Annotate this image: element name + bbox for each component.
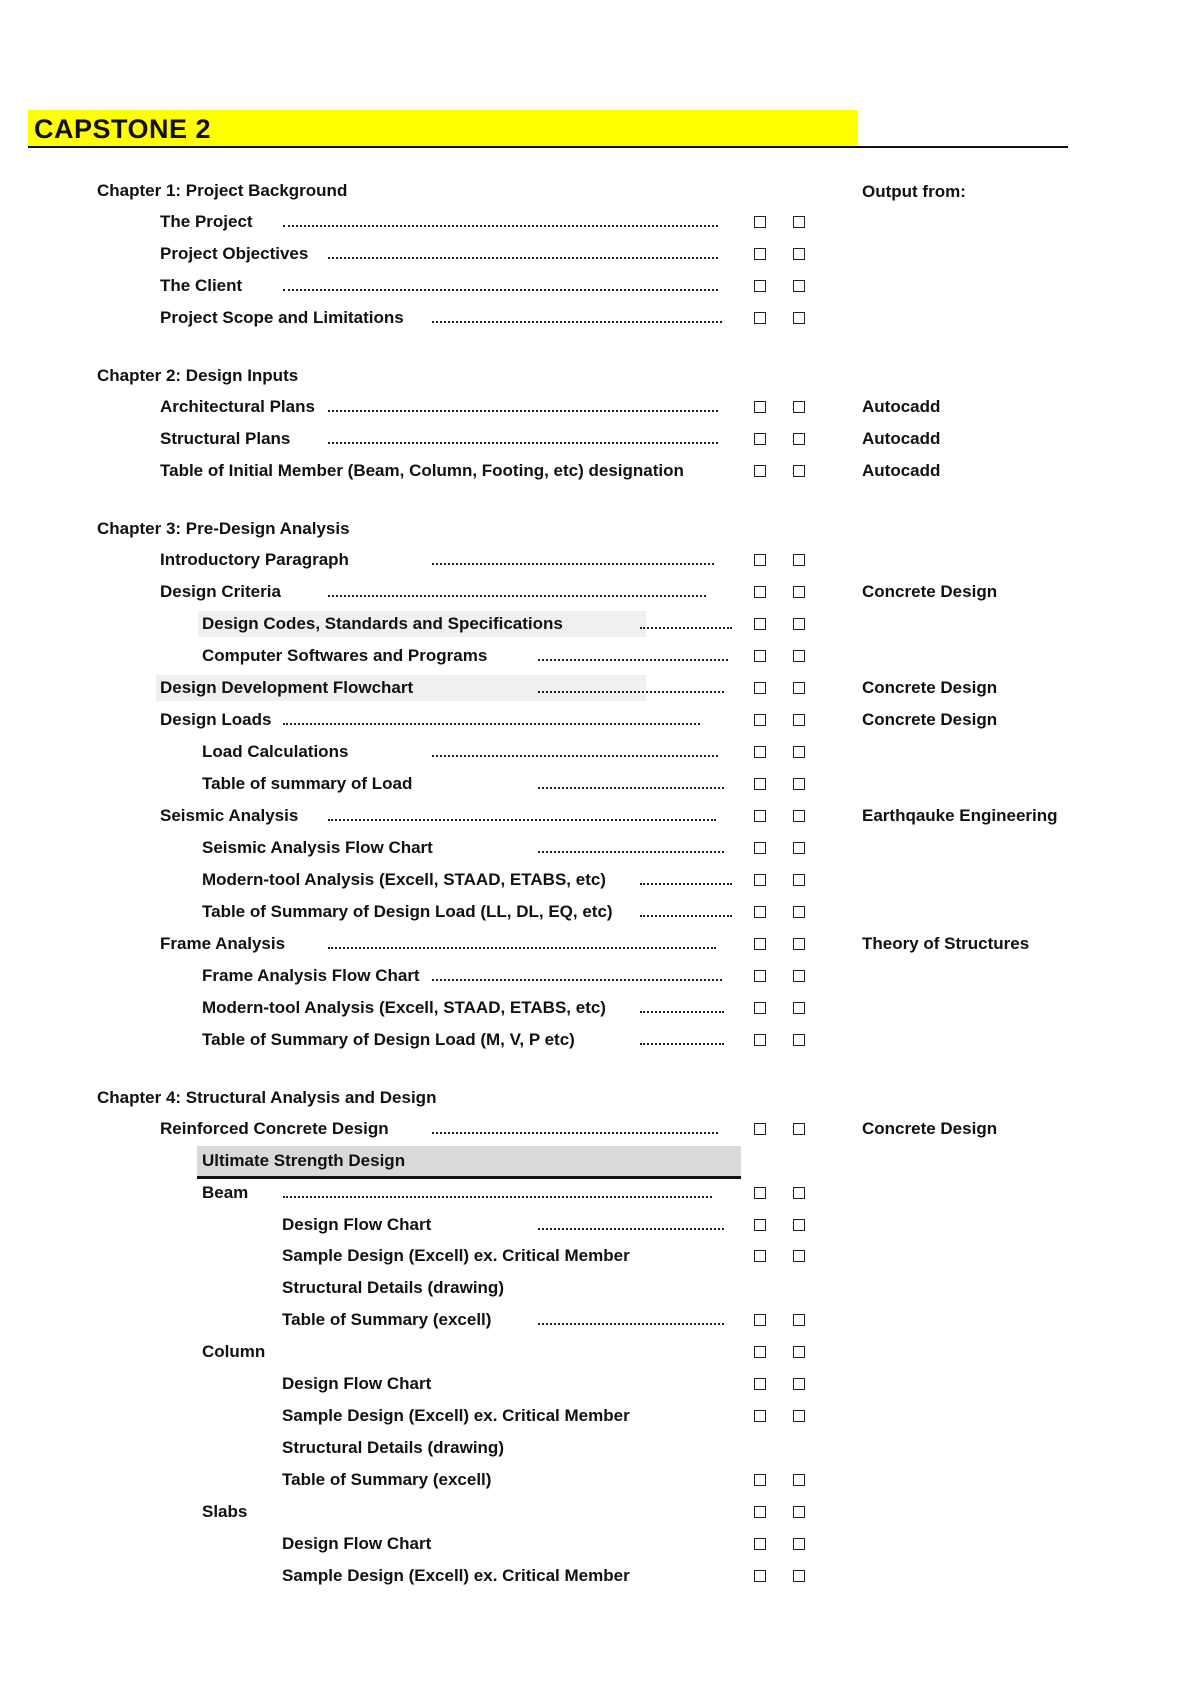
row-label: Project Scope and Limitations: [160, 308, 404, 327]
checklist-row: [0, 458, 1200, 484]
row-label: Reinforced Concrete Design: [160, 1119, 389, 1138]
row-label: Project Objectives: [160, 244, 309, 263]
row-label: Table of Summary (excell): [282, 1310, 492, 1329]
checklist-row: [0, 611, 1200, 637]
checklist-row: [0, 1403, 1200, 1429]
checkbox-2[interactable]: [793, 746, 805, 758]
dot-leader: [538, 779, 724, 789]
checklist-row: [0, 675, 1200, 701]
checklist-row: [0, 867, 1200, 893]
dot-leader: [432, 971, 722, 981]
dot-leader: [538, 1220, 724, 1230]
dot-leader: [328, 811, 716, 821]
row-label: Table of Summary of Design Load (M, V, P etc): [202, 1030, 575, 1049]
checkbox-2[interactable]: [793, 1346, 805, 1358]
row-label: Design Development Flowchart: [156, 675, 646, 701]
row-label: Chapter 3: Pre-Design Analysis: [97, 519, 350, 538]
checkbox-2[interactable]: [793, 714, 805, 726]
output-source: Theory of Structures: [862, 934, 1030, 953]
checkbox-1[interactable]: [754, 682, 766, 694]
dot-leader: [538, 683, 724, 693]
dot-leader: [640, 1003, 724, 1013]
section-header-label: Ultimate Strength Design: [202, 1151, 406, 1170]
checkbox-1[interactable]: [754, 401, 766, 413]
checkbox-1[interactable]: [754, 618, 766, 630]
page-title: CAPSTONE 2: [34, 114, 212, 144]
checkbox-1[interactable]: [754, 1314, 766, 1326]
checkbox-1[interactable]: [754, 1187, 766, 1199]
row-label: Frame Analysis Flow Chart: [202, 966, 420, 985]
row-label: Frame Analysis: [160, 934, 286, 953]
checkbox-2[interactable]: [793, 401, 805, 413]
checkbox-1[interactable]: [754, 650, 766, 662]
checklist-row: [0, 707, 1200, 733]
checkbox-1[interactable]: [754, 1410, 766, 1422]
checkbox-1[interactable]: [754, 810, 766, 822]
dot-leader: [640, 907, 732, 917]
checkbox-1[interactable]: [754, 586, 766, 598]
checklist-row: [0, 1307, 1200, 1333]
row-label: Introductory Paragraph: [160, 550, 349, 569]
checkbox-2[interactable]: [793, 248, 805, 260]
checkbox-2[interactable]: [793, 312, 805, 324]
checklist-row: [0, 1212, 1200, 1238]
dot-leader: [328, 939, 716, 949]
checkbox-1[interactable]: [754, 874, 766, 886]
checklist-row: [0, 305, 1200, 331]
checkbox-2[interactable]: [793, 842, 805, 854]
checkbox-1[interactable]: [754, 1570, 766, 1582]
output-source: Autocadd: [862, 429, 941, 448]
checkbox-2[interactable]: [793, 554, 805, 566]
checkbox-1[interactable]: [754, 280, 766, 292]
checklist-row: [0, 1275, 1200, 1301]
row-label: Beam: [202, 1183, 249, 1202]
checkbox-2[interactable]: [793, 650, 805, 662]
output-source: Concrete Design: [862, 678, 998, 697]
row-label: Table of Summary of Design Load (LL, DL, EQ, etc): [202, 902, 613, 921]
checklist-row: [0, 963, 1200, 989]
row-label: Chapter 4: Structural Analysis and Design: [97, 1088, 437, 1107]
dot-leader: [432, 313, 722, 323]
checkbox-2[interactable]: [793, 1474, 805, 1486]
checklist-row: [0, 899, 1200, 925]
checkbox-2[interactable]: [793, 1378, 805, 1390]
row-label: Table of summary of Load: [202, 774, 413, 793]
row-label: Design Flow Chart: [282, 1215, 432, 1234]
checkbox-1[interactable]: [754, 714, 766, 726]
checkbox-1[interactable]: [754, 1538, 766, 1550]
checkbox-2[interactable]: [793, 1506, 805, 1518]
checkbox-2[interactable]: [793, 778, 805, 790]
dot-leader: [432, 747, 718, 757]
checklist-row: [0, 241, 1200, 267]
checklist-row: [0, 579, 1200, 605]
checkbox-1[interactable]: [754, 970, 766, 982]
title-underline: [28, 146, 1068, 148]
checklist-row: [0, 1180, 1200, 1206]
row-label: Design Flow Chart: [282, 1534, 432, 1553]
checkbox-2[interactable]: [793, 216, 805, 228]
row-label: Structural Plans: [160, 429, 291, 448]
checkbox-1[interactable]: [754, 906, 766, 918]
checkbox-2[interactable]: [793, 433, 805, 445]
checklist-row: [0, 1435, 1200, 1461]
checkbox-2[interactable]: [793, 1219, 805, 1231]
checkbox-2[interactable]: [793, 970, 805, 982]
row-label: Design Flow Chart: [282, 1374, 432, 1393]
checklist-row: [0, 1243, 1200, 1269]
row-label: Design Loads: [160, 710, 272, 729]
checkbox-2[interactable]: [793, 1538, 805, 1550]
dot-leader: [640, 1035, 724, 1045]
checklist-row: [0, 209, 1200, 235]
row-label: Structural Details (drawing): [282, 1438, 504, 1457]
row-label: Sample Design (Excell) ex. Critical Member: [282, 1246, 630, 1265]
checkbox-2[interactable]: [793, 1187, 805, 1199]
checkbox-1[interactable]: [754, 1250, 766, 1262]
checklist-row: [0, 739, 1200, 765]
checkbox-2[interactable]: [793, 1034, 805, 1046]
dot-leader: [328, 249, 718, 259]
dot-leader: [328, 402, 718, 412]
checkbox-1[interactable]: [754, 1034, 766, 1046]
checkbox-2[interactable]: [793, 1410, 805, 1422]
dot-leader: [283, 1188, 712, 1198]
checkbox-2[interactable]: [793, 465, 805, 477]
checkbox-1[interactable]: [754, 433, 766, 445]
checkbox-2[interactable]: [793, 1250, 805, 1262]
checklist-row: [0, 547, 1200, 573]
checkbox-1[interactable]: [754, 216, 766, 228]
row-label: Sample Design (Excell) ex. Critical Member: [282, 1566, 630, 1585]
checkbox-1[interactable]: [754, 465, 766, 477]
checklist-row: [0, 1027, 1200, 1053]
dot-leader: [283, 281, 718, 291]
row-label: The Project: [160, 212, 253, 231]
checkbox-2[interactable]: [793, 682, 805, 694]
output-source: Autocadd: [862, 461, 941, 480]
checkbox-1[interactable]: [754, 1219, 766, 1231]
checkbox-1[interactable]: [754, 312, 766, 324]
checklist-row: [0, 1339, 1200, 1365]
dot-leader: [640, 619, 732, 629]
checkbox-2[interactable]: [793, 1002, 805, 1014]
checklist-row: [0, 1116, 1200, 1142]
row-label: Modern-tool Analysis (Excell, STAAD, ETABS, etc): [202, 998, 606, 1017]
row-label: Sample Design (Excell) ex. Critical Member: [282, 1406, 630, 1425]
output-from-header: Output from:: [862, 182, 966, 201]
row-label: Slabs: [202, 1502, 248, 1521]
checkbox-1[interactable]: [754, 1123, 766, 1135]
row-label: Chapter 1: Project Background: [97, 181, 348, 200]
dot-leader: [640, 875, 732, 885]
checkbox-1[interactable]: [754, 1474, 766, 1486]
checkbox-1[interactable]: [754, 554, 766, 566]
row-label: Modern-tool Analysis (Excell, STAAD, ETABS, etc): [202, 870, 606, 889]
dot-leader: [283, 715, 700, 725]
row-label: Table of Initial Member (Beam, Column, Footing, etc) designation: [160, 461, 684, 480]
checkbox-2[interactable]: [793, 810, 805, 822]
checkbox-2[interactable]: [793, 1123, 805, 1135]
row-label: Structural Details (drawing): [282, 1278, 504, 1297]
row-label: Architectural Plans: [160, 397, 315, 416]
dot-leader: [538, 843, 724, 853]
row-label: Computer Softwares and Programs: [202, 646, 488, 665]
checklist-row: [0, 803, 1200, 829]
checklist-row: [0, 1531, 1200, 1557]
checklist-row: [0, 394, 1200, 420]
dot-leader: [538, 1315, 724, 1325]
checkbox-1[interactable]: [754, 842, 766, 854]
dot-leader: [283, 217, 718, 227]
row-label: Design Codes, Standards and Specifications: [198, 611, 646, 637]
output-source: Autocadd: [862, 397, 941, 416]
checkbox-2[interactable]: [793, 618, 805, 630]
dot-leader: [328, 587, 706, 597]
checkbox-2[interactable]: [793, 280, 805, 292]
checklist-row: [0, 1563, 1200, 1589]
row-label: The Client: [160, 276, 243, 295]
row-label: Design Criteria: [160, 582, 281, 601]
checkbox-1[interactable]: [754, 938, 766, 950]
checkbox-2[interactable]: [793, 906, 805, 918]
chapter-heading: [0, 516, 1200, 542]
row-label: Chapter 2: Design Inputs: [97, 366, 299, 385]
output-source: Concrete Design: [862, 710, 998, 729]
dot-leader: [328, 434, 718, 444]
checklist-row: [0, 273, 1200, 299]
checkbox-2[interactable]: [793, 586, 805, 598]
checkbox-1[interactable]: [754, 1506, 766, 1518]
checklist-row: [0, 995, 1200, 1021]
chapter-heading: [0, 178, 1200, 204]
checkbox-1[interactable]: [754, 778, 766, 790]
checkbox-2[interactable]: [793, 874, 805, 886]
row-label: Seismic Analysis: [160, 806, 299, 825]
checkbox-2[interactable]: [793, 1570, 805, 1582]
dot-leader: [432, 1124, 718, 1134]
chapter-heading: [0, 363, 1200, 389]
row-label: Load Calculations: [202, 742, 349, 761]
checklist-row: [0, 426, 1200, 452]
row-label: Table of Summary (excell): [282, 1470, 492, 1489]
checkbox-1[interactable]: [754, 1378, 766, 1390]
checklist-row: [0, 1371, 1200, 1397]
output-source: Earthqauke Engineering: [862, 806, 1058, 825]
checklist-row: [0, 931, 1200, 957]
checklist-row: [0, 835, 1200, 861]
checklist-row: [0, 1499, 1200, 1525]
checkbox-1[interactable]: [754, 1346, 766, 1358]
row-label: Column: [202, 1342, 266, 1361]
dot-leader: [432, 555, 714, 565]
output-source: Concrete Design: [862, 1119, 998, 1138]
checklist-row: [0, 1467, 1200, 1493]
checkbox-1[interactable]: [754, 248, 766, 260]
checklist-row: [0, 771, 1200, 797]
checkbox-1[interactable]: [754, 746, 766, 758]
section-header-ultimate-strength-design: [197, 1146, 741, 1179]
checkbox-2[interactable]: [793, 1314, 805, 1326]
dot-leader: [538, 651, 728, 661]
checkbox-2[interactable]: [793, 938, 805, 950]
output-source: Concrete Design: [862, 582, 998, 601]
chapter-heading: [0, 1085, 1200, 1111]
row-label: Seismic Analysis Flow Chart: [202, 838, 433, 857]
checkbox-1[interactable]: [754, 1002, 766, 1014]
checklist-row: [0, 643, 1200, 669]
